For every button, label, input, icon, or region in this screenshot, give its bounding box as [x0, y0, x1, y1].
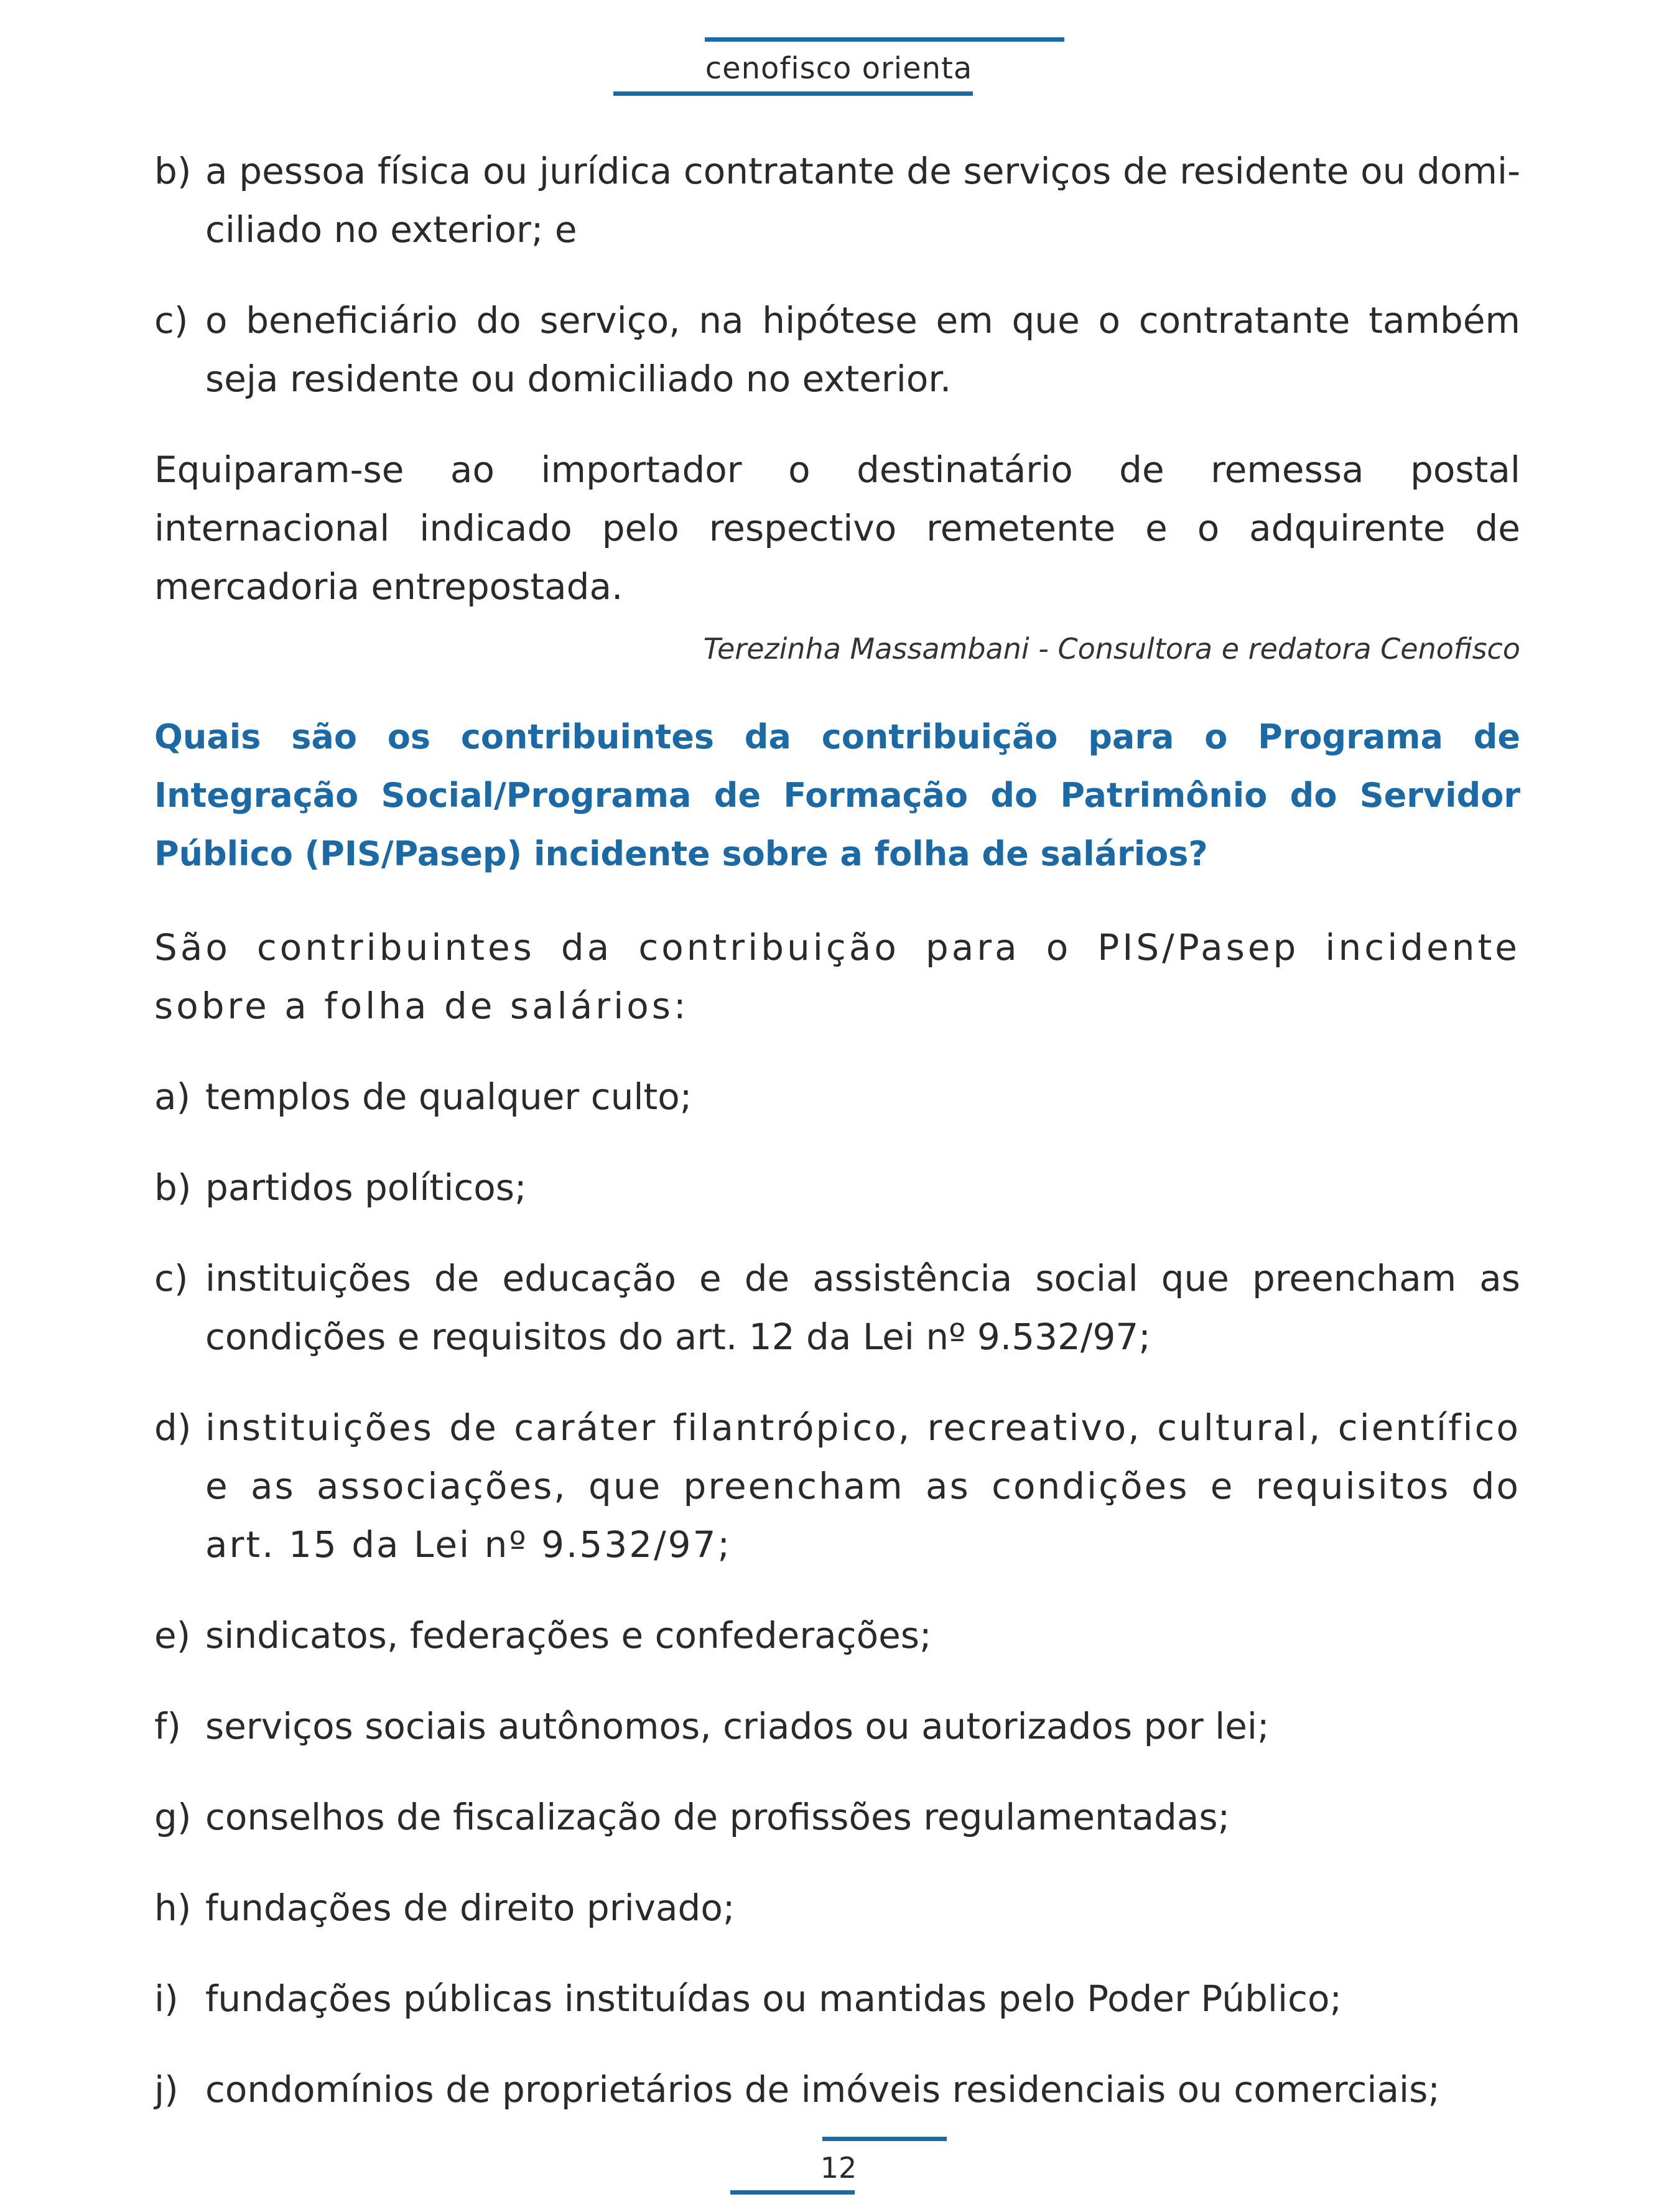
list-marker: g): [154, 1796, 192, 1838]
list-marker: e): [154, 1614, 191, 1657]
list-marker: c): [154, 299, 188, 342]
list-marker: b): [154, 150, 192, 192]
list-marker: f): [154, 1705, 182, 1747]
footer-rule-top: [822, 2137, 947, 2141]
author-signature: Terezinha Massambani - Consultora e redatora Cenofisco: [703, 632, 1520, 666]
list-marker: c): [154, 1257, 188, 1299]
list-item-text: fundações públicas instituídas ou mantidas pelo Poder Público;: [205, 1977, 1342, 2020]
list-item-b: [154, 1158, 1520, 1217]
list-marker: j): [154, 2068, 179, 2111]
list-item-text: instituições de educação e de assistência social que preencham as condições e requisitos do art. 12 da Lei nº 9.532/97;: [205, 1257, 1520, 1358]
paragraph-equiparam: Equiparam-se ao importador o destinatário de remessa postal internacional indicado pelo respectivo remetente e o adquirente de mercadoria entrepostada.: [154, 448, 1520, 608]
list-marker: a): [154, 1076, 191, 1118]
list-item-f: [154, 1697, 1520, 1755]
running-header-title: cenofisco orienta: [705, 51, 973, 86]
list-item-e: [154, 1606, 1520, 1665]
list-item-b-continued: [154, 142, 1520, 259]
list-item-c: [154, 1249, 1520, 1366]
list-item-text: sindicatos, federações e confederações;: [205, 1614, 932, 1657]
list-item-c-continued: [154, 291, 1520, 408]
header-rule-bottom: [613, 91, 973, 96]
list-item-text: conselhos de fiscalização de profissões regulamentadas;: [205, 1796, 1230, 1838]
list-item-text: o beneficiário do serviço, na hipótese em que o contratante também seja residente ou domiciliado no exterior.: [205, 299, 1520, 400]
list-item-h: [154, 1879, 1520, 1937]
page-content: [154, 142, 1520, 2151]
list-marker: b): [154, 1166, 192, 1209]
footer-rule-bottom: [730, 2190, 855, 2195]
header-rule-top: [705, 37, 1064, 42]
list-item-text: a pessoa física ou jurídica contratante de serviços de residente ou domiciliado no exterior; e: [205, 150, 1520, 251]
answer-intro: São contribuintes da contribuição para o PIS/Pasep incidente sobre a folha de salários:: [154, 926, 1520, 1027]
list-item-text: templos de qualquer culto;: [205, 1076, 692, 1118]
list-item-text: serviços sociais autônomos, criados ou autorizados por lei;: [205, 1705, 1270, 1747]
question-heading: Quais são os contribuintes da contribuição para o Programa de Integração Social/Programa de Formação do Patrimônio do Servidor Público (PIS/Pasep) incidente sobre a folha de salários?: [154, 717, 1520, 873]
list-marker: d): [154, 1406, 192, 1449]
list-item-text: fundações de direito privado;: [205, 1887, 735, 1929]
list-item-i: [154, 1969, 1520, 2028]
list-item-g: [154, 1788, 1520, 1846]
list-item-text: instituições de caráter filantrópico, recreativo, cultural, científico e as associações, que preencham as condições e requisitos do art. 15 da Lei nº 9.532/97;: [205, 1406, 1520, 1566]
list-item-a: [154, 1067, 1520, 1126]
page-number: 12: [820, 2151, 857, 2185]
list-item-j: [154, 2060, 1520, 2119]
list-item-text: condomínios de proprietários de imóveis residenciais ou comerciais;: [205, 2068, 1440, 2111]
list-marker: i): [154, 1977, 179, 2020]
list-item-d: [154, 1398, 1520, 1574]
list-marker: h): [154, 1887, 192, 1929]
list-item-text: partidos políticos;: [205, 1166, 527, 1209]
